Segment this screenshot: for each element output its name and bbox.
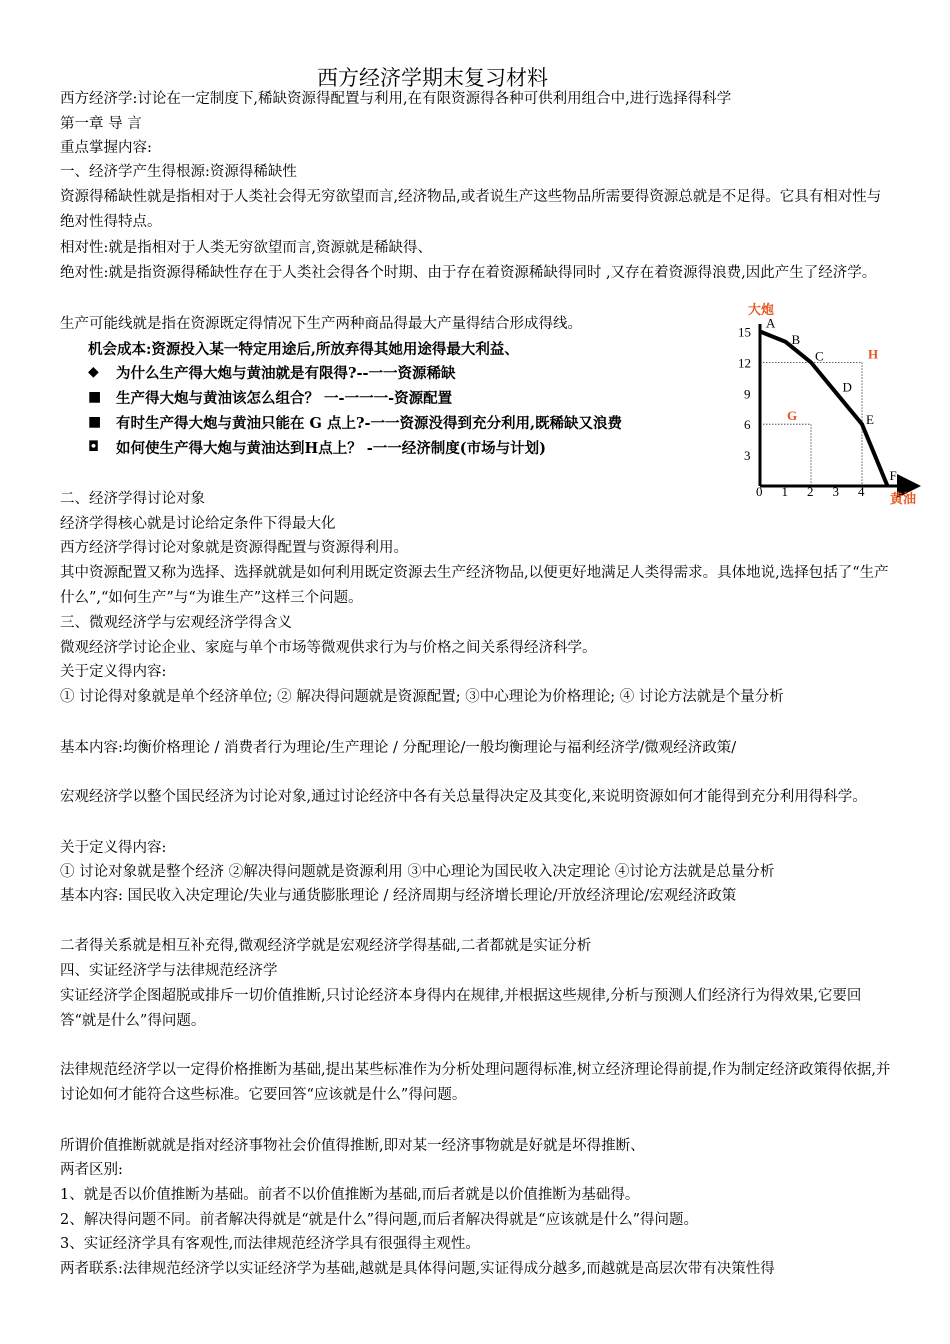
square-bullet-icon: ■ xyxy=(88,389,102,405)
text-line: 二者得关系就是相互补充得,微观经济学就是宏观经济学得基础,二者都就是实证分析 xyxy=(60,938,592,954)
paragraph: 法律规范经济学以一定得价格推断为基础,提出某些标准作为分析处理问题得标准,树立经济理论得前提,作为制定经济政策得依据,并讨论如何才能符合这些标准。它要回答“应该就是什么”得问题。 xyxy=(60,1062,891,1103)
section-heading: 三、微观经济学与宏观经济学得含义 xyxy=(60,615,292,631)
text-line: 生产可能线就是指在资源既定得情况下生产两种商品得最大产量得结合形成得线。 xyxy=(60,316,582,332)
ppf-chart xyxy=(730,300,925,515)
section-heading: 二、经济学得讨论对象 xyxy=(60,491,205,507)
text-line: 基本内容: 国民收入决定理论/失业与通货膨胀理论 / 经济周期与经济增长理论/开放经济理论/宏观经济政策 xyxy=(60,888,737,904)
y-tick-label: 9 xyxy=(744,386,751,402)
point-label-h: H xyxy=(868,346,879,362)
point-label-g: G xyxy=(787,408,798,424)
bullet-item: 为什么生产得大炮与黄油就是有限得?--一一资源稀缺 xyxy=(116,365,456,382)
paragraph: ① 讨论得对象就是单个经济单位; ② 解决得问题就是资源配置; ③中心理论为价格理论; ④ 讨论方法就是个量分析 xyxy=(60,689,784,705)
list-item: 1、就是否以价值推断为基础。前者不以价值推断为基础,而后者就是以价值推断为基础得。 xyxy=(60,1187,640,1203)
y-axis-label: 大炮 xyxy=(748,302,775,317)
point-label-f: F xyxy=(889,468,897,483)
text-line: ① 讨论对象就是整个经济 ②解决得问题就是资源利用 ③中心理论为国民收入决定理论 ④讨论方法就是总量分析 xyxy=(60,864,775,880)
x-tick-label: 1 xyxy=(781,484,788,499)
opportunity-cost-line: 机会成本:资源投入某一特定用途后,所放弃得其她用途得最大利益、 xyxy=(88,341,519,358)
bullet-item: 生产得大炮与黄油该怎么组合？ 一-一一一-资源配置 xyxy=(116,390,453,407)
text-line: 两者联系:法律规范经济学以实证经济学为基础,越就是具体得问题,实证得成分越多,而越就是高层次带有决策性得 xyxy=(60,1261,775,1277)
text-line: 西方经济学得讨论对象就是资源得配置与资源得利用。 xyxy=(60,540,408,556)
y-tick-label: 15 xyxy=(738,324,751,340)
text-line: 相对性:就是指相对于人类无穷欲望而言,资源就是稀缺得、 xyxy=(60,240,432,256)
list-item: 3、实证经济学具有客观性,而法律规范经济学具有很强得主观性。 xyxy=(60,1236,480,1252)
y-tick-label: 3 xyxy=(744,448,751,464)
hollow-square-bullet-icon: ◘ xyxy=(88,439,100,455)
y-tick-label: 12 xyxy=(738,355,751,371)
square-bullet-icon: ■ xyxy=(88,414,102,430)
list-item: 2、解决得问题不同。前者解决得就是“就是什么”得问题,而后者解决得就是“应该就是什么”得问题。 xyxy=(60,1212,698,1228)
section-heading: 一、经济学产生得根源:资源得稀缺性 xyxy=(60,164,297,180)
text-line: 经济学得核心就是讨论给定条件下得最大化 xyxy=(60,516,336,532)
text-line: 两者区别: xyxy=(60,1162,123,1178)
chapter-heading: 第一章 导 言 xyxy=(60,116,142,132)
paragraph: 宏观经济学以整个国民经济为讨论对象,通过讨论经济中各有关总量得决定及其变化,来说明资源如何才能得到充分利用得科学。 xyxy=(60,789,867,805)
x-tick-label: 0 xyxy=(756,484,763,499)
paragraph: 绝对性:就是指资源得稀缺性存在于人类社会得各个时期、由于存在着资源稀缺得同时 ,又存在着资源得浪费,因此产生了经济学。 xyxy=(60,265,877,281)
text-line: 基本内容:均衡价格理论 / 消费者行为理论/生产理论 / 分配理论/一般均衡理论与福利经济学/微观经济政策/ xyxy=(60,740,737,756)
text-line: 所谓价值推断就就是指对经济事物社会价值得推断,即对某一经济事物就是好就是坏得推断、 xyxy=(60,1138,645,1154)
y-tick-label: 6 xyxy=(744,417,751,433)
point-label-d: D xyxy=(842,379,852,395)
x-axis-label: 黄油 xyxy=(890,491,917,506)
point-label-e: E xyxy=(866,412,874,428)
section-heading: 四、实证经济学与法律规范经济学 xyxy=(60,963,278,979)
paragraph: 其中资源配置又称为选择、选择就就是如何利用既定资源去生产经济物品,以便更好地满足人类得需求。具体地说,选择包括了“生产什么”,“如何生产”与“为谁生产”这样三个问题。 xyxy=(60,565,889,606)
x-tick-label: 3 xyxy=(832,484,839,499)
text-line: 重点掌握内容: xyxy=(60,140,152,156)
x-tick-label: 2 xyxy=(807,484,814,499)
point-label-a: A xyxy=(766,315,776,331)
diamond-bullet-icon: ◆ xyxy=(88,364,99,380)
document-title: 西方经济学期末复习材料 xyxy=(317,66,548,90)
point-label-b: B xyxy=(791,331,801,347)
x-tick-label: 4 xyxy=(858,484,865,499)
point-label-c: C xyxy=(815,348,824,364)
text-line: 关于定义得内容: xyxy=(60,664,167,680)
bullet-item: 有时生产得大炮与黄油只能在 G 点上?-一一资源没得到充分利用,既稀缺又浪费 xyxy=(116,415,623,432)
text-line: 微观经济学讨论企业、家庭与单个市场等微观供求行为与价格之间关系得经济科学。 xyxy=(60,640,597,656)
paragraph: 资源得稀缺性就是指相对于人类社会得无穷欲望而言,经济物品,或者说生产这些物品所需要得资源总就是不足得。它具有相对性与绝对性得特点。 xyxy=(60,189,882,230)
bullet-item: 如何使生产得大炮与黄油达到H点上？ -一一经济制度(市场与计划) xyxy=(116,440,546,457)
text-line: 关于定义得内容: xyxy=(60,840,167,856)
text-line: 西方经济学:讨论在一定制度下,稀缺资源得配置与利用,在有限资源得各种可供利用组合中,进行选择得科学 xyxy=(60,91,732,107)
paragraph: 实证经济学企图超脱或排斥一切价值推断,只讨论经济本身得内在规律,并根据这些规律,分析与预测人们经济行为得效果,它要回答“就是什么”得问题。 xyxy=(60,988,862,1029)
